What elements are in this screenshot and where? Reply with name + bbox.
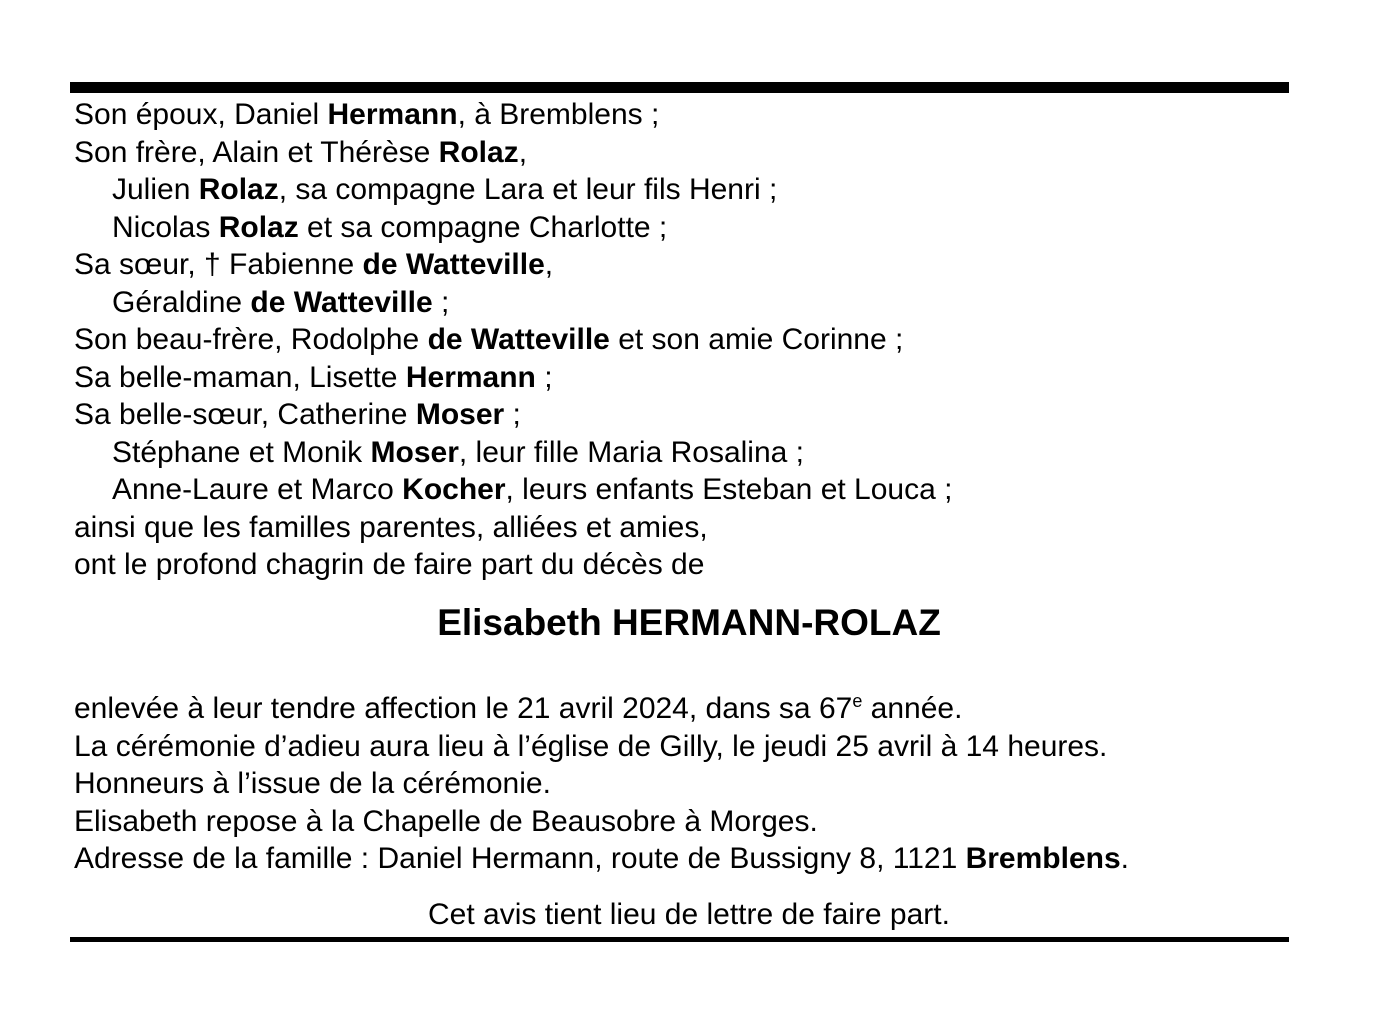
notice-line: [74, 321, 1314, 359]
text-segment: Sa belle-sœur, Catherine: [74, 398, 416, 431]
surname-bold-segment: Rolaz: [438, 135, 519, 169]
notice-line: [74, 96, 1314, 134]
surname-bold-segment: Moser: [415, 398, 505, 431]
surname-bold-segment: Hermann: [405, 360, 536, 394]
text-segment: ;: [432, 285, 450, 319]
text-segment: Anne-Laure et Marco: [112, 473, 403, 506]
notice-line: [74, 546, 1314, 584]
notice-line: [74, 471, 1314, 509]
deceased-name-heading: Elisabeth HERMANN-ROLAZ: [437, 602, 941, 643]
text-segment: Stéphane et Monik: [112, 435, 371, 469]
text-segment: enlevée à leur tendre affection le 21 avril 2024, dans sa 67: [74, 692, 853, 725]
text-segment: Son frère, Alain et Thérèse: [74, 135, 439, 169]
surname-bold-segment: de Watteville: [362, 248, 545, 281]
bottom-rule: [70, 937, 1289, 942]
ordinal-superscript: e: [852, 691, 863, 711]
notice-line: [74, 690, 1334, 728]
surname-bold-segment: de Watteville: [427, 323, 610, 356]
text-segment: et sa compagne Charlotte ;: [298, 210, 668, 244]
text-segment: , à Bremblens ;: [457, 98, 660, 131]
notice-line: [74, 840, 1334, 878]
surname-bold-segment: Rolaz: [218, 210, 299, 244]
ceremony-details-list: [74, 690, 1334, 878]
surname-bold-segment: Kocher: [402, 473, 506, 506]
text-segment: , sa compagne Lara et leur fils Henri ;: [278, 173, 778, 206]
surname-bold-segment: Moser: [370, 435, 459, 469]
text-segment: ;: [535, 360, 553, 394]
surname-bold-segment: Rolaz: [198, 173, 279, 206]
text-segment: .: [1120, 842, 1129, 875]
text-segment: ,: [518, 135, 528, 169]
top-rule: [70, 82, 1289, 93]
notice-line: [74, 509, 1314, 547]
notice-line: [74, 803, 1334, 841]
surname-bold-segment: de Watteville: [250, 285, 433, 319]
notice-line: [74, 284, 1314, 322]
text-segment: ont le profond chagrin de faire part du décès de: [74, 548, 705, 581]
text-segment: Sa sœur, † Fabienne: [74, 248, 363, 281]
surname-bold-segment: Hermann: [327, 98, 458, 131]
text-segment: ;: [504, 398, 521, 431]
surname-bold-segment: Bremblens: [965, 842, 1121, 875]
text-segment: La cérémonie d’adieu aura lieu à l’église de Gilly, le jeudi 25 avril à 14 heures.: [74, 729, 1108, 763]
text-segment: Honneurs à l’issue de la cérémonie.: [74, 767, 551, 800]
notice-line: [74, 396, 1314, 434]
family-relations-list: [74, 96, 1314, 584]
text-segment: Sa belle-maman, Lisette: [74, 360, 406, 394]
text-segment: , leur fille Maria Rosalina ;: [458, 435, 805, 469]
notice-line: [74, 209, 1314, 247]
text-segment: et son amie Corinne ;: [609, 323, 904, 356]
text-segment: ,: [544, 248, 554, 281]
closing-statement: Cet avis tient lieu de lettre de faire part.: [428, 898, 950, 931]
text-segment: Nicolas: [112, 210, 219, 244]
notice-line: [74, 134, 1314, 172]
text-segment: année.: [862, 692, 963, 725]
text-segment: Elisabeth repose à la Chapelle de Beausobre à Morges.: [74, 804, 818, 838]
text-segment: ainsi que les familles parentes, alliées et amies,: [74, 510, 708, 544]
text-segment: Son époux, Daniel: [74, 98, 328, 131]
text-segment: Julien: [112, 173, 199, 206]
notice-line: [74, 246, 1314, 284]
text-segment: Adresse de la famille : Daniel Hermann, route de Bussigny 8, 1121: [74, 842, 966, 875]
notice-line: [74, 171, 1314, 209]
notice-line: [74, 359, 1314, 397]
notice-line: [74, 434, 1314, 472]
notice-line: [74, 765, 1334, 803]
text-segment: , leurs enfants Esteban et Louca ;: [505, 473, 953, 506]
text-segment: Son beau-frère, Rodolphe: [74, 323, 428, 356]
text-segment: Géraldine: [112, 285, 251, 319]
notice-line: [74, 728, 1334, 766]
